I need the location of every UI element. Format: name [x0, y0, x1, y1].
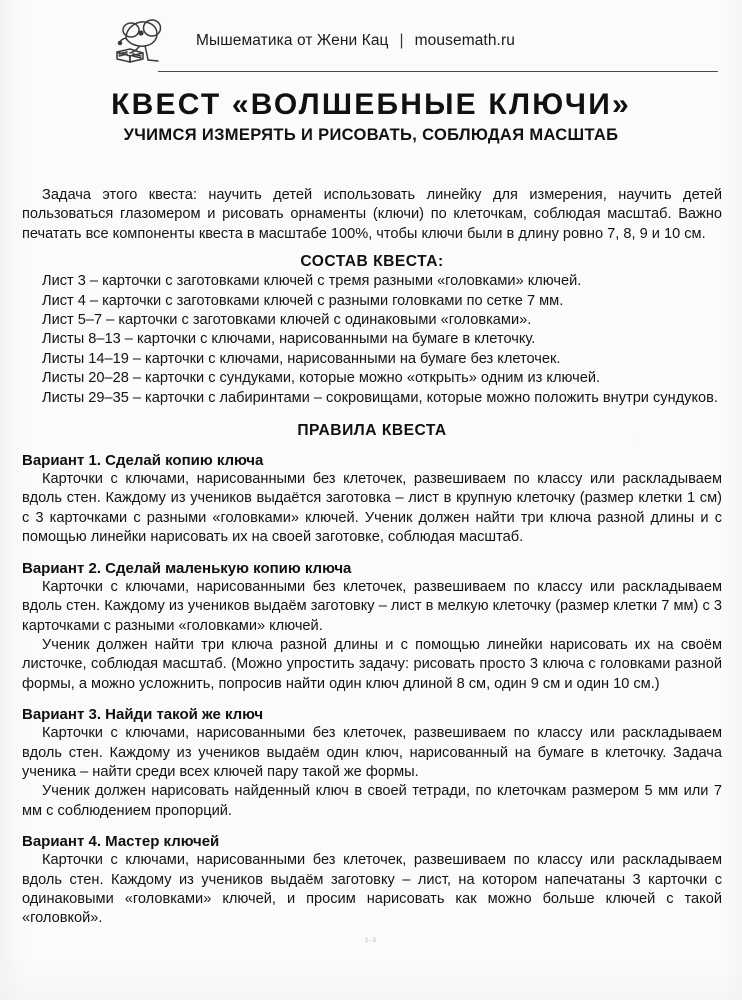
list-item: Листы 29–35 – карточки с лабиринтами – сокровищами, которые можно положить внутри сундуков. — [42, 389, 718, 406]
page-footer-mark: 1-3 — [365, 938, 377, 944]
brand-name: Мышематика от Жени Кац — [196, 32, 389, 49]
list-item: Листы 8–13 – карточки с ключами, нарисованными на бумаге в клеточку. — [42, 331, 536, 348]
variant-paragraph: Ученик должен нарисовать найденный ключ в своей тетради, по клеточкам размером 5 мм или 7 мм с соблюдением пропорций. — [22, 783, 722, 819]
site-url: mousemath.ru — [414, 32, 515, 49]
page-title: КВЕСТ «ВОЛШЕБНЫЕ КЛЮЧИ» — [111, 88, 631, 121]
list-item: Лист 5–7 – карточки с заготовками ключей с одинаковыми «головками». — [42, 312, 532, 329]
variant-paragraph: Карточки с ключами, нарисованными без клеточек, развешиваем по классу или раскладываем вдоль стен. Каждому из учеников выдаём заготовку – лист в мелкую клеточку (размер клетки 7 мм) с 3 карточками с разными «головками» ключей. — [22, 578, 722, 634]
variant-paragraph: Карточки с ключами, нарисованными без клеточек, развешиваем по классу или раскладываем вдоль стен. Каждому из учеников выдаём заготовку – лист, на котором напечатаны 3 карточки с одинаковыми «головками» ключей, и просим нарисовать как можно больше ключей с такой «головкой». — [22, 852, 722, 927]
page-subtitle: УЧИМСЯ ИЗМЕРЯТЬ И РИСОВАТЬ, СОБЛЮДАЯ МАСШТАБ — [123, 126, 619, 144]
variant-title: Вариант 1. Сделай копию ключа — [22, 452, 264, 470]
variant-paragraph: Карточки с ключами, нарисованными без клеточек, развешиваем по классу или раскладываем вдоль стен. Каждому из учеников выдаётся заготовка – лист в крупную клеточку (размер клетки 1 см) с 3 карточками с разными «головками» ключей. Ученик должен найти три ключа разной длины и с помощью линейки нарисовать их на своей заготовке, соблюдая масштаб. — [22, 471, 722, 546]
variant-block — [22, 452, 722, 548]
brand-separator: | — [399, 32, 404, 49]
document-body — [22, 186, 722, 929]
variant-block — [22, 706, 722, 821]
variant-paragraph: Карточки с ключами, нарисованными без клеточек, развешиваем по классу или раскладываем вдоль стен. Каждому из учеников выдаём один ключ, нарисованный на бумаге в клеточку. Задача ученика – найти среди всех ключей пару такой же формы. — [22, 725, 722, 780]
variant-title: Вариант 3. Найди такой же ключ — [22, 706, 264, 724]
variant-title: Вариант 2. Сделай маленькую копию ключа — [22, 559, 352, 577]
list-item: Листы 20–28 – карточки с сундуками, которые можно «открыть» одним из ключей. — [42, 370, 601, 387]
list-item: Листы 14–19 – карточки с ключами, нарисованными на бумаге без клеточек. — [42, 350, 561, 367]
rules-heading: ПРАВИЛА КВЕСТА — [297, 422, 447, 440]
list-item: Лист 3 – карточки с заготовками ключей с тремя разными «головками» ключей. — [42, 273, 582, 290]
list-item: Лист 4 – карточки с заготовками ключей с разными головками по сетке 7 мм. — [42, 292, 564, 309]
composition-list — [22, 272, 722, 408]
masthead — [0, 14, 742, 72]
composition-heading: СОСТАВ КВЕСТА: — [300, 253, 444, 271]
intro-paragraph: Задача этого квеста: научить детей использовать линейку для измерения, научить детей пользоваться глазомером и рисовать орнаменты (ключи) по клеточкам, соблюдая масштаб. Важно печатать все компоненты квеста в масштабе 100%, чтобы ключи были в длину ровно 7, 8, 9 и 10 см. — [22, 187, 722, 242]
variant-paragraph: Ученик должен найти три ключа разной длины и с помощью линейки нарисовать их на своём листочке, соблюдая масштаб. (Можно упростить задачу: рисовать просто 3 ключа с головками разной формы, а можно усложнить, попросив найти один ключ длиной 8 см, один 9 см и один 10 см.) — [22, 636, 722, 692]
variant-block — [22, 833, 722, 929]
masthead-brand-line — [196, 32, 515, 50]
variant-title: Вариант 4. Мастер ключей — [22, 833, 220, 851]
mouse-reading-book-icon — [112, 16, 174, 68]
masthead-divider — [158, 71, 718, 72]
variant-block — [22, 560, 722, 694]
